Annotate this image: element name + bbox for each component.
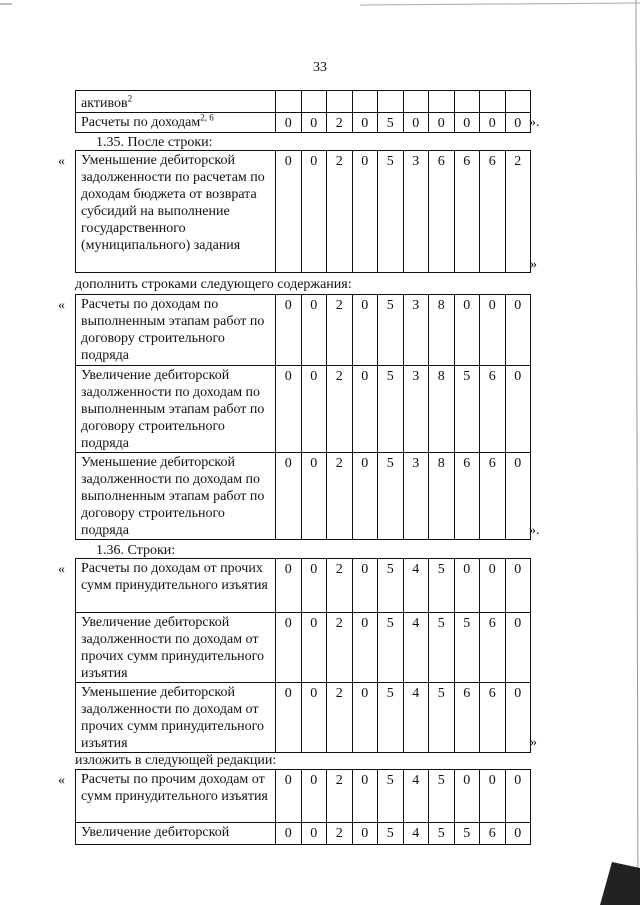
- row-label: Расчеты по доходам от прочих сумм принудительного изъятия: [76, 559, 276, 613]
- digit-cell: [301, 91, 327, 113]
- digit-cell: 0: [454, 295, 480, 366]
- digit-cell: [352, 91, 378, 113]
- open-quote: «: [58, 562, 65, 577]
- table-row: [76, 683, 531, 753]
- table-row: [76, 823, 531, 845]
- row-label: Расчеты по прочим доходам от сумм принудительного изъятия: [76, 770, 276, 823]
- digit-cell: 3: [403, 295, 429, 366]
- instruction-text: дополнить строками следующего содержания:: [75, 277, 352, 292]
- table-row: [76, 151, 531, 273]
- close-quote: ».: [529, 523, 540, 538]
- digit-cell: 2: [327, 770, 353, 823]
- section-heading: 1.35. После строки:: [96, 135, 213, 150]
- digit-cell: 6: [454, 683, 480, 753]
- digit-cell: 0: [505, 366, 531, 453]
- digit-cell: 4: [403, 559, 429, 613]
- row-label: Увеличение дебиторской задолженности по доходам от прочих сумм принудительного изъятия: [76, 613, 276, 683]
- row-label: Увеличение дебиторской задолженности по доходам по выполненным этапам работ по договору строительного подряда: [76, 366, 276, 453]
- digit-cell: 6: [480, 683, 506, 753]
- digit-cell: 0: [505, 683, 531, 753]
- digit-cell: 6: [454, 151, 480, 273]
- digit-cell: 0: [505, 453, 531, 540]
- digit-cell: 5: [454, 823, 480, 845]
- table-continued: [75, 90, 531, 133]
- digit-cell: 0: [505, 823, 531, 845]
- digit-cell: 0: [352, 151, 378, 273]
- digit-cell: 0: [301, 151, 327, 273]
- table-1-35-new: [75, 294, 531, 540]
- digit-cell: 0: [276, 453, 302, 540]
- digit-cell: 0: [301, 770, 327, 823]
- digit-cell: 0: [301, 453, 327, 540]
- digit-cell: 5: [378, 151, 404, 273]
- digit-cell: 6: [480, 613, 506, 683]
- digit-cell: 0: [276, 770, 302, 823]
- digit-cell: 0: [480, 295, 506, 366]
- digit-cell: 2: [327, 823, 353, 845]
- digit-cell: [429, 91, 455, 113]
- digit-cell: 0: [276, 559, 302, 613]
- digit-cell: 2: [327, 295, 353, 366]
- digit-cell: [505, 91, 531, 113]
- digit-cell: 4: [403, 770, 429, 823]
- digit-cell: 5: [378, 683, 404, 753]
- digit-cell: 5: [429, 559, 455, 613]
- digit-cell: 6: [429, 151, 455, 273]
- digit-cell: 5: [429, 613, 455, 683]
- table-1-36-new: [75, 769, 531, 845]
- digit-cell: 0: [429, 113, 455, 133]
- digit-cell: 0: [454, 770, 480, 823]
- digit-cell: [403, 91, 429, 113]
- close-quote: ».: [529, 115, 540, 130]
- digit-cell: 0: [276, 151, 302, 273]
- digit-cell: 0: [454, 113, 480, 133]
- digit-cell: 0: [505, 770, 531, 823]
- digit-cell: [378, 91, 404, 113]
- digit-cell: 5: [378, 113, 404, 133]
- row-label: Увеличение дебиторской: [76, 823, 276, 845]
- digit-cell: 5: [378, 770, 404, 823]
- open-quote: «: [58, 154, 65, 169]
- row-label: Уменьшение дебиторской задолженности по расчетам по доходам бюджета от возврата субсидий на выполнение государственного (муниципального) задания: [76, 151, 276, 273]
- digit-cell: 6: [480, 453, 506, 540]
- digit-cell: 0: [276, 113, 302, 133]
- digit-cell: 5: [429, 823, 455, 845]
- digit-cell: 0: [301, 295, 327, 366]
- row-label: Уменьшение дебиторской задолженности по доходам от прочих сумм принудительного изъятия: [76, 683, 276, 753]
- row-label: Расчеты по доходам$^{2, 6}$: [76, 113, 276, 133]
- digit-cell: 0: [480, 559, 506, 613]
- row-label: Расчеты по доходам по выполненным этапам работ по договору строительного подряда: [76, 295, 276, 366]
- table-row: [76, 91, 531, 113]
- digit-cell: 3: [403, 151, 429, 273]
- digit-cell: 6: [480, 366, 506, 453]
- digit-cell: 4: [403, 823, 429, 845]
- digit-cell: 0: [352, 366, 378, 453]
- digit-cell: 4: [403, 613, 429, 683]
- digit-cell: 0: [276, 613, 302, 683]
- digit-cell: 2: [327, 366, 353, 453]
- digit-cell: 0: [480, 113, 506, 133]
- table-row: [76, 295, 531, 366]
- digit-cell: 0: [505, 295, 531, 366]
- digit-cell: 5: [378, 366, 404, 453]
- digit-cell: 0: [276, 683, 302, 753]
- digit-cell: 0: [352, 683, 378, 753]
- digit-cell: 0: [454, 559, 480, 613]
- digit-cell: 4: [403, 683, 429, 753]
- digit-cell: 2: [505, 151, 531, 273]
- digit-cell: 2: [327, 151, 353, 273]
- digit-cell: [327, 91, 353, 113]
- digit-cell: 8: [429, 366, 455, 453]
- digit-cell: 2: [327, 559, 353, 613]
- open-quote: «: [58, 773, 65, 788]
- digit-cell: 0: [301, 113, 327, 133]
- digit-cell: 5: [454, 366, 480, 453]
- digit-cell: 2: [327, 113, 353, 133]
- row-label: Уменьшение дебиторской задолженности по доходам по выполненным этапам работ по договору строительного подряда: [76, 453, 276, 540]
- instruction-text: изложить в следующей редакции:: [75, 753, 277, 768]
- digit-cell: 3: [403, 453, 429, 540]
- digit-cell: 0: [276, 366, 302, 453]
- close-quote: »: [530, 735, 537, 750]
- digit-cell: [276, 91, 302, 113]
- digit-cell: [454, 91, 480, 113]
- digit-cell: [480, 91, 506, 113]
- table-row: [76, 113, 531, 133]
- digit-cell: 0: [480, 770, 506, 823]
- digit-cell: 5: [378, 559, 404, 613]
- close-quote: »: [530, 257, 537, 272]
- digit-cell: 0: [301, 823, 327, 845]
- table-row: [76, 770, 531, 823]
- open-quote: «: [58, 298, 65, 313]
- digit-cell: 6: [480, 823, 506, 845]
- digit-cell: 0: [505, 613, 531, 683]
- digit-cell: 5: [454, 613, 480, 683]
- digit-cell: 0: [352, 559, 378, 613]
- page-number: 33: [313, 60, 327, 75]
- digit-cell: 0: [505, 559, 531, 613]
- table-1-35-after: [75, 150, 531, 273]
- table-row: [76, 613, 531, 683]
- digit-cell: 0: [301, 366, 327, 453]
- digit-cell: 5: [378, 453, 404, 540]
- digit-cell: 3: [403, 366, 429, 453]
- digit-cell: 0: [352, 823, 378, 845]
- digit-cell: 2: [327, 453, 353, 540]
- digit-cell: 0: [352, 113, 378, 133]
- digit-cell: 0: [276, 295, 302, 366]
- digit-cell: 0: [301, 559, 327, 613]
- digit-cell: 0: [301, 683, 327, 753]
- digit-cell: 6: [480, 151, 506, 273]
- digit-cell: 0: [301, 613, 327, 683]
- digit-cell: 0: [352, 453, 378, 540]
- digit-cell: 5: [378, 613, 404, 683]
- table-row: [76, 366, 531, 453]
- row-label: активов$^2$: [76, 91, 276, 113]
- digit-cell: 2: [327, 613, 353, 683]
- digit-cell: 5: [378, 823, 404, 845]
- digit-cell: 8: [429, 295, 455, 366]
- digit-cell: 5: [429, 770, 455, 823]
- digit-cell: 2: [327, 683, 353, 753]
- table-row: [76, 453, 531, 540]
- digit-cell: 5: [378, 295, 404, 366]
- digit-cell: 0: [403, 113, 429, 133]
- digit-cell: 0: [276, 823, 302, 845]
- digit-cell: 0: [352, 770, 378, 823]
- digit-cell: 8: [429, 453, 455, 540]
- digit-cell: 5: [429, 683, 455, 753]
- digit-cell: 0: [352, 613, 378, 683]
- digit-cell: 0: [505, 113, 531, 133]
- digit-cell: 6: [454, 453, 480, 540]
- section-heading: 1.36. Строки:: [96, 543, 176, 558]
- table-1-36-old: [75, 558, 531, 753]
- digit-cell: 0: [352, 295, 378, 366]
- table-row: [76, 559, 531, 613]
